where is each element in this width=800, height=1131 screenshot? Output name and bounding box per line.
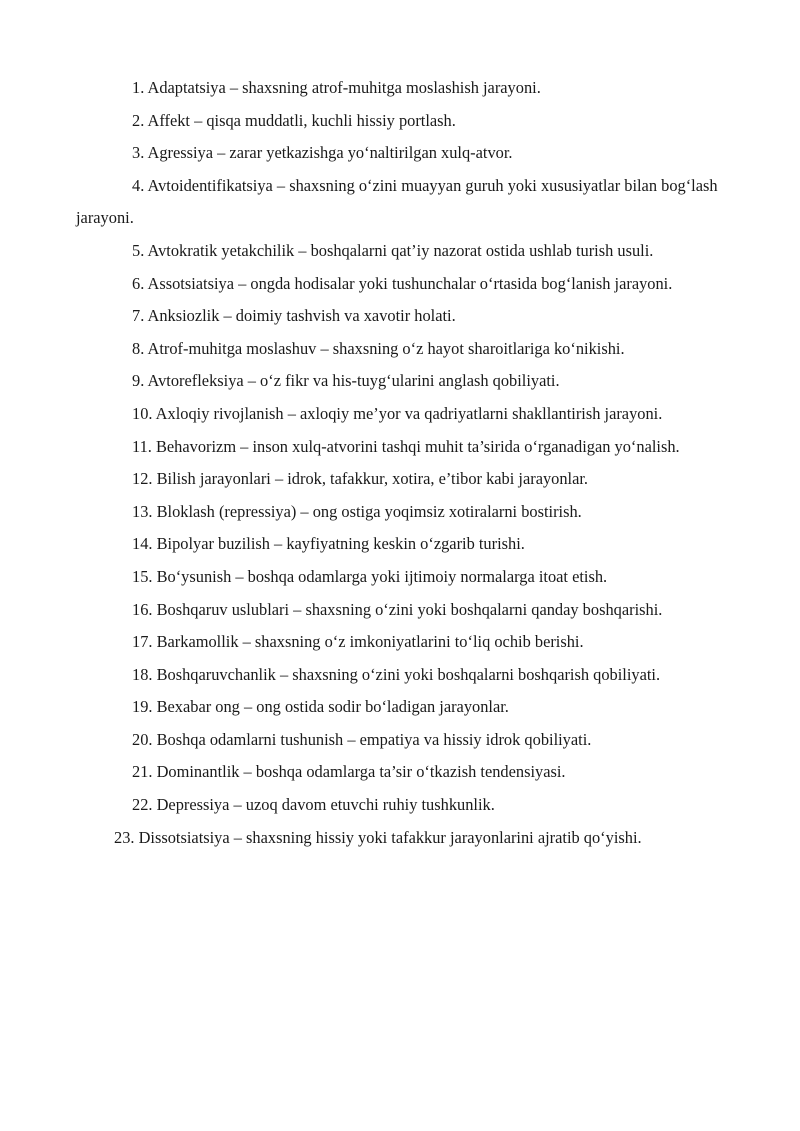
- term-entry: 17. Barkamollik – shaxsning o‘z imkoniyatlarini to‘liq ochib berishi.: [132, 632, 584, 652]
- term-list: [76, 72, 726, 854]
- term-entry: 15. Bo‘ysunish – boshqa odamlarga yoki ijtimoiy normalarga itoat etish.: [132, 566, 608, 586]
- term-entry: 16. Boshqaruv uslublari – shaxsning o‘zini yoki boshqalarni qanday boshqarishi.: [132, 599, 663, 619]
- term-entry: 5. Avtokratik yetakchilik – boshqalarni qat’iy nazorat ostida ushlab turish usuli.: [132, 240, 654, 260]
- term-entry: 9. Avtorefleksiya – o‘z fikr va his-tuyg‘ularini anglash qobiliyati.: [132, 371, 560, 391]
- term-entry: 8. Atrof-muhitga moslashuv – shaxsning o‘z hayot sharoitlariga ko‘nikishi.: [132, 338, 625, 358]
- term-entry: 12. Bilish jarayonlari – idrok, tafakkur, xotira, e’tibor kabi jarayonlar.: [132, 469, 589, 489]
- term-entry: 1. Adaptatsiya – shaxsning atrof-muhitga moslashish jarayoni.: [132, 78, 541, 97]
- term-entry: 3. Agressiya – zarar yetkazishga yo‘naltirilgan xulq-atvor.: [132, 143, 513, 163]
- term-entry: 13. Bloklash (repressiya) – ong ostiga yoqimsiz xotiralarni bostirish.: [132, 501, 582, 521]
- term-entry: 7. Anksiozlik – doimiy tashvish va xavotir holati.: [132, 306, 456, 326]
- term-entry: 20. Boshqa odamlarni tushunish – empatiya va hissiy idrok qobiliyati.: [132, 729, 592, 749]
- term-entry: 6. Assotsiatsiya – ongda hodisalar yoki tushunchalar o‘rtasida bog‘lanish jarayoni.: [132, 273, 673, 293]
- term-entry: 10. Axloqiy rivojlanish – axloqiy me’yor va qadriyatlarni shakllantirish jarayoni.: [132, 403, 663, 423]
- term-entry: 14. Bipolyar buzilish – kayfiyatning keskin o‘zgarib turishi.: [132, 534, 525, 554]
- term-entry: 11. Behavorizm – inson xulq-atvorini tashqi muhit ta’sirida o‘rganadigan yo‘nalish.: [132, 436, 680, 456]
- term-entry: 21. Dominantlik – boshqa odamlarga ta’sir o‘tkazish tendensiyasi.: [132, 762, 566, 782]
- term-entry: 2. Affekt – qisqa muddatli, kuchli hissiy portlash.: [132, 110, 456, 130]
- term-entry: 23. Dissotsiatsiya – shaxsning hissiy yoki tafakkur jarayonlarini ajratib qo‘yishi.: [114, 827, 642, 847]
- term-entry: 22. Depressiya – uzoq davom etuvchi ruhiy tushkunlik.: [132, 795, 495, 815]
- term-entry: 19. Bexabar ong – ong ostida sodir bo‘ladigan jarayonlar.: [132, 697, 509, 717]
- term-entry: 18. Boshqaruvchanlik – shaxsning o‘zini yoki boshqalarni boshqarish qobiliyati.: [132, 664, 661, 684]
- term-entry: 4. Avtoidentifikatsiya – shaxsning o‘zini muayyan guruh yoki xususiyatlar bilan bog‘lash jarayoni.: [76, 175, 718, 228]
